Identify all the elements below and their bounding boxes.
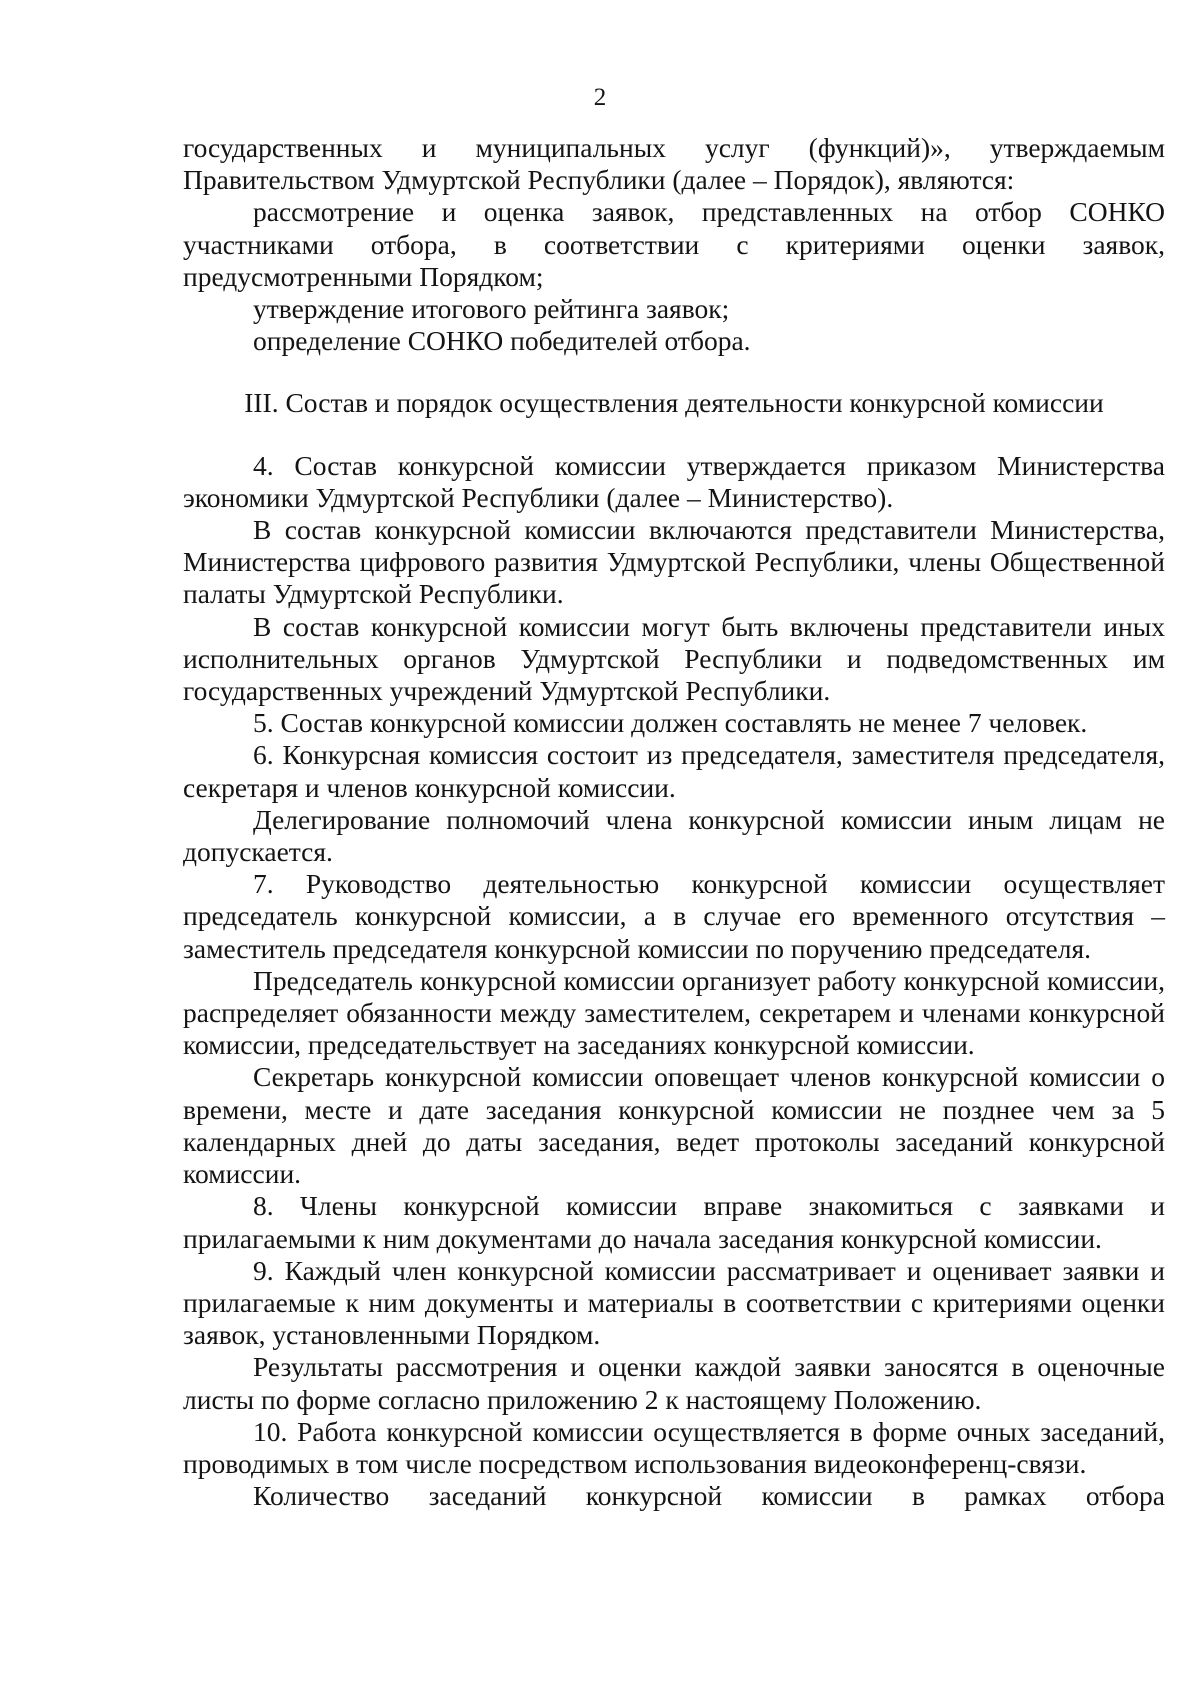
- paragraph-item-7: 7. Руководство деятельностью конкурсной комиссии осуществляет председатель конкурсной комиссии, а в случае его временного отсутствия – заместитель председателя конкурсной комиссии по поручению председателя.: [183, 868, 1165, 964]
- paragraph-item-9: 9. Каждый член конкурсной комиссии рассматривает и оценивает заявки и прилагаемые к ним документы и материалы в соответствии с критериями оценки заявок, установленными Порядком.: [183, 1254, 1165, 1351]
- paragraph-item-5: 5. Состав конкурсной комиссии должен составлять не менее 7 человек.: [253, 707, 1088, 739]
- paragraph-delegation: Делегирование полномочий члена конкурсной комиссии иным лицам не допускается.: [183, 803, 1165, 868]
- paragraph-continuation: государственных и муниципальных услуг (функций)», утверждаемым Правительством Удмуртской Республики (далее – Порядок), являются:: [183, 132, 1165, 196]
- paragraph-approve-rating: утверждение итогового рейтинга заявок;: [253, 293, 730, 325]
- document-body: [183, 132, 1165, 1512]
- paragraph-item-10: 10. Работа конкурсной комиссии осуществляется в форме очных заседаний, проводимых в том числе посредством использования видеоконференц-связи.: [183, 1415, 1165, 1479]
- paragraph-evaluation-sheets: Результаты рассмотрения и оценки каждой заявки заносятся в оценочные листы по форме согласно приложению 2 к настоящему Положению.: [183, 1351, 1165, 1415]
- section-heading: III. Состав и порядок осуществления деятельности конкурсной комиссии: [244, 387, 1104, 419]
- paragraph-item-8: 8. Члены конкурсной комиссии вправе знакомиться с заявками и прилагаемыми к ним документами до начала заседания конкурсной комиссии.: [183, 1190, 1165, 1254]
- page-number: 2: [593, 84, 607, 111]
- paragraph-commission-optional-members: В состав конкурсной комиссии могут быть включены представители иных исполнительных органов Удмуртской Республики и подведомственных им государственных учреждений Удмуртской Республики.: [183, 610, 1165, 707]
- paragraph-commission-members: В состав конкурсной комиссии включаются представители Министерства, Министерства цифрового развития Удмуртской Республики, члены Общественной палаты Удмуртской Республики.: [183, 514, 1165, 610]
- paragraph-determine-winners: определение СОНКО победителей отбора.: [253, 325, 751, 357]
- paragraph-meetings-count: Количество заседаний конкурсной комиссии в рамках отбора: [253, 1480, 1165, 1512]
- paragraph-chairman-duties: Председатель конкурсной комиссии организует работу конкурсной комиссии, распределяет обязанности между заместителем, секретарем и членами конкурсной комиссии, председательствует на заседаниях конкурсной комиссии.: [183, 964, 1165, 1061]
- paragraph-secretary-duties: Секретарь конкурсной комиссии оповещает членов конкурсной комиссии о времени, месте и дате заседания конкурсной комиссии не позднее чем за 5 календарных дней до даты заседания, ведет протоколы заседаний конкурсной комиссии.: [183, 1061, 1165, 1190]
- paragraph-item-4: 4. Состав конкурсной комиссии утверждается приказом Министерства экономики Удмуртской Республики (далее – Министерство).: [183, 449, 1165, 513]
- paragraph-item-6: 6. Конкурсная комиссия состоит из председателя, заместителя председателя, секретаря и членов конкурсной комиссии.: [183, 739, 1165, 803]
- paragraph-review-applications: рассмотрение и оценка заявок, представленных на отбор СОНКО участниками отбора, в соответствии с критериями оценки заявок, предусмотренными Порядком;: [183, 196, 1165, 292]
